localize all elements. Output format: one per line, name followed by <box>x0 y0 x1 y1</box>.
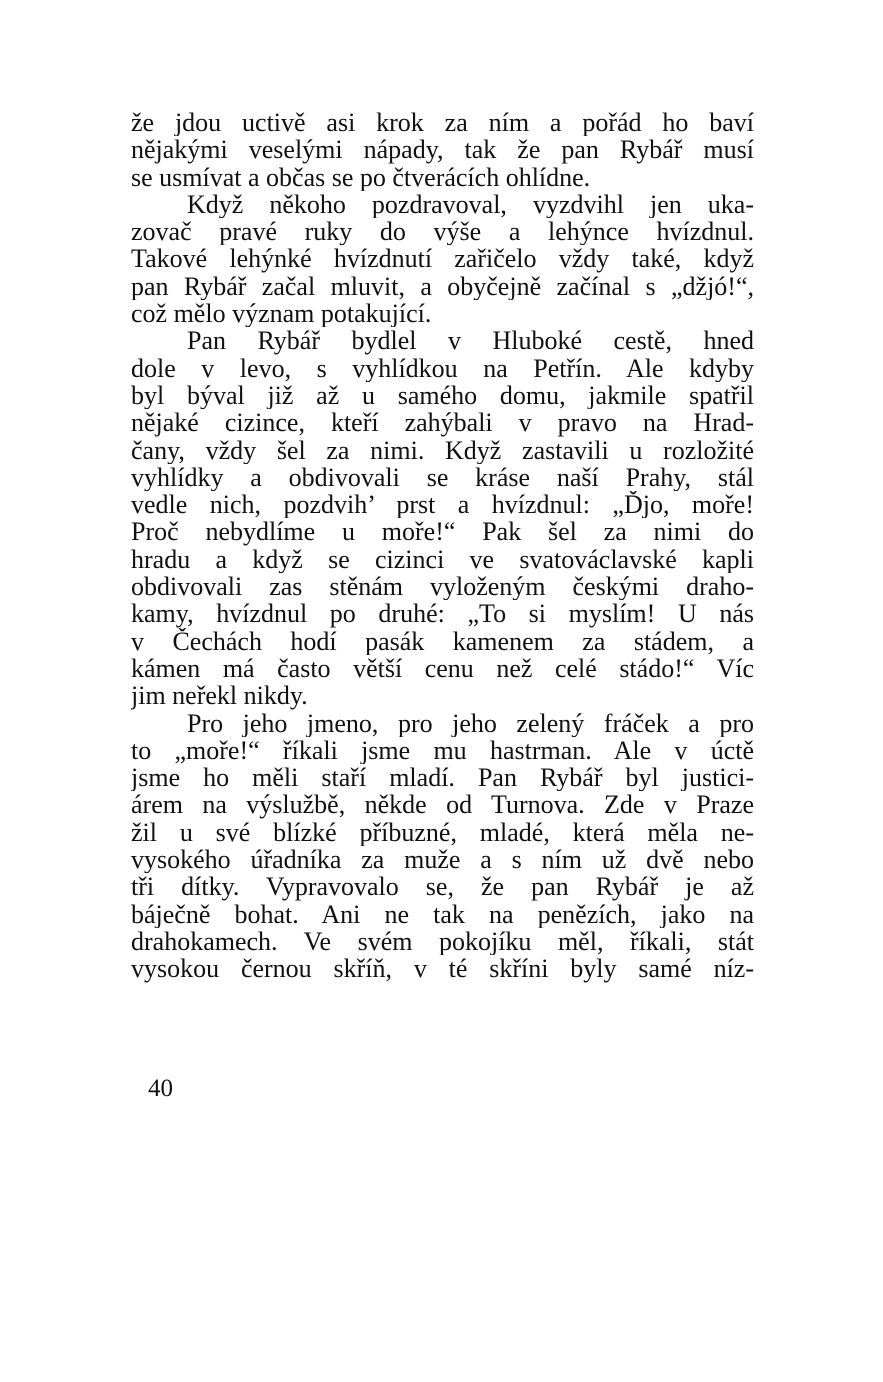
page-number: 40 <box>148 1075 173 1102</box>
text-line: Pan Rybář bydlel v Hluboké cestě, hned <box>187 327 754 355</box>
text-line: vysokého úřadníka za muže a s ním už dvě nebo <box>131 846 754 874</box>
text-line: Proč nebydlíme u moře!“ Pak šel za nimi do <box>131 518 754 546</box>
text-line: vysokou černou skříň, v té skříni byly samé níz- <box>131 955 754 983</box>
text-line: kamy, hvízdnul po druhé: „To si myslím! U nás <box>131 600 754 628</box>
text-line: Takové lehýnké hvízdnutí zařičelo vždy také, když <box>131 245 754 273</box>
text-line: nějakými veselými nápady, tak že pan Rybář musí <box>131 136 754 164</box>
text-line: drahokamech. Ve svém pokojíku měl, říkali, stát <box>131 927 754 956</box>
text-line: árem na výslužbě, někde od Turnova. Zde v Praze <box>131 791 754 819</box>
text-line: obdivovali zas stěnám vyloženým českými draho- <box>131 573 754 601</box>
text-line: nějaké cizince, kteří zahýbali v pravo na Hrad- <box>131 409 754 437</box>
text-line: čany, vždy šel za nimi. Když zastavili u rozložité <box>131 436 754 464</box>
text-line: žil u své blízké příbuzné, mladé, která měla ne- <box>131 818 754 847</box>
text-line: v Čechách hodí pasák kamenem za stádem, a <box>131 627 754 655</box>
text-line: jim neřekl nikdy. <box>131 682 308 710</box>
text-line: se usmívat a občas se po čtverácích ohlídne. <box>131 163 591 191</box>
text-line: Pro jeho jmeno, pro jeho zelený fráček a pro <box>187 709 754 737</box>
text-line: to „moře!“ říkali jsme mu hastrman. Ale v úctě <box>131 736 754 765</box>
text-line: dole v levo, s vyhlídkou na Petřín. Ale kdyby <box>131 354 754 382</box>
text-line: tři dítky. Vypravovalo se, že pan Rybář je až <box>131 873 754 901</box>
text-line: hradu a když se cizinci ve svatováclavské kapli <box>131 545 754 574</box>
text-line: kámen má často větší cenu než celé stádo!“ Víc <box>131 654 754 683</box>
text-line: Když někoho pozdravoval, vyzdvihl jen uka- <box>187 190 754 219</box>
text-line: pan Rybář začal mluvit, a obyčejně začínal s „džjó!“, <box>131 272 754 301</box>
text-line: že jdou uctivě asi krok za ním a pořád ho baví <box>131 109 754 137</box>
body-text <box>131 109 754 983</box>
text-line: vedle nich, pozdvih’ prst a hvízdnul: „Ďjo, moře! <box>131 491 754 519</box>
text-line: zovač pravé ruky do výše a lehýnce hvízdnul. <box>131 218 754 246</box>
text-line: jsme ho měli staří mladí. Pan Rybář byl justici- <box>131 764 754 792</box>
text-line: byl býval již až u samého domu, jakmile spatřil <box>131 381 754 410</box>
text-line: báječně bohat. Ani ne tak na penězích, jako na <box>131 900 754 928</box>
text-line: což mělo význam potakující. <box>131 300 432 328</box>
text-line: vyhlídky a obdivovali se kráse naší Prahy, stál <box>131 463 754 492</box>
